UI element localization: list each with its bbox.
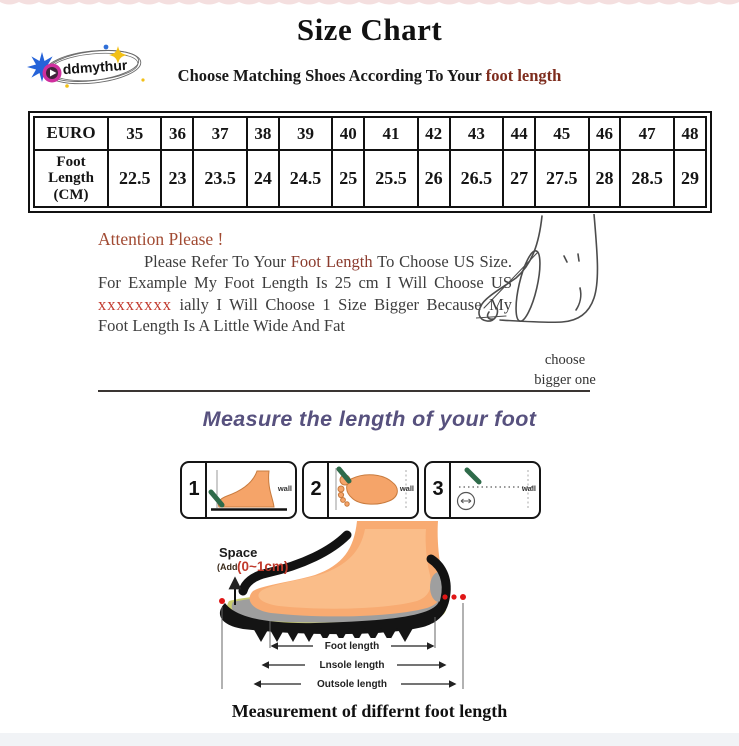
choose-bigger-line1: choose	[544, 352, 586, 368]
foot-measure-sketch	[476, 214, 651, 354]
heel-dot	[460, 594, 466, 600]
step-number: 1	[188, 478, 200, 500]
wall-label: wall	[399, 484, 414, 493]
outsole-length-label: Outsole length	[317, 679, 387, 690]
foot-length-label: Foot length	[324, 641, 380, 652]
attention-heading: Attention Please !	[98, 229, 224, 249]
section-divider	[98, 390, 590, 392]
length-cell: 26.5	[450, 150, 503, 207]
blue-dot	[104, 45, 109, 50]
space-label: Space	[219, 545, 258, 560]
wall-label: wall	[521, 484, 536, 493]
measure-step-1	[180, 461, 297, 519]
length-cell: 25.5	[364, 150, 417, 207]
attention-block	[98, 229, 512, 337]
length-cell: 23.5	[193, 150, 246, 207]
length-cell: 26	[418, 150, 450, 207]
foot-length-header: Foot Length (CM)	[34, 150, 108, 207]
size-cell: 38	[247, 117, 279, 150]
subtitle-text: Choose Matching Shoes According To Your	[177, 66, 486, 85]
brand-logo	[25, 40, 185, 95]
shoe-cross-section-illustration	[195, 521, 545, 699]
length-cell: 23	[161, 150, 193, 207]
heel-dot	[442, 594, 447, 599]
euro-row	[34, 117, 706, 150]
length-cell: 27.5	[535, 150, 588, 207]
euro-header: EURO	[34, 117, 108, 150]
length-cell: 25	[332, 150, 364, 207]
length-cell: 24.5	[279, 150, 332, 207]
choose-bigger-note	[500, 351, 630, 390]
length-cell: 22.5	[108, 150, 161, 207]
size-cell: 35	[108, 117, 161, 150]
size-cell: 48	[674, 117, 706, 150]
size-cell: 42	[418, 117, 450, 150]
size-cell: 47	[620, 117, 673, 150]
size-cell: 46	[589, 117, 621, 150]
size-table-frame	[28, 111, 712, 213]
step-number: 3	[432, 478, 444, 500]
yellow-dot	[65, 84, 69, 88]
foot-length-row	[34, 150, 706, 207]
heel-dot	[451, 594, 456, 599]
size-table	[33, 116, 707, 208]
length-cell: 27	[503, 150, 535, 207]
add-label: (Add	[217, 562, 238, 572]
subtitle-highlight: foot length	[485, 66, 562, 85]
attention-foot-length: Foot Length	[290, 252, 373, 271]
measure-step-2	[302, 461, 419, 519]
length-cell: 29	[674, 150, 706, 207]
size-cell: 37	[193, 117, 246, 150]
pencil-icon	[467, 470, 479, 482]
length-cell: 28	[589, 150, 621, 207]
attention-paragraph	[98, 251, 512, 337]
choose-bigger-line2: bigger one	[534, 371, 596, 388]
yellow-dot	[141, 78, 144, 81]
length-cell: 28.5	[620, 150, 673, 207]
measure-heading: Measure the length of your foot	[202, 407, 537, 431]
bottom-caption: Measurement of differnt foot length	[231, 701, 508, 721]
attention-redacted: xxxxxxxx	[98, 294, 172, 314]
size-cell: 41	[364, 117, 417, 150]
add-value: (0~1cm)	[237, 559, 289, 574]
size-cell: 36	[161, 117, 193, 150]
attention-text: ially I Will Choose 1 Size Bigger Because My Foot Length Is A Little Wide And Fat	[98, 294, 512, 336]
size-cell: 43	[450, 117, 503, 150]
size-cell: 39	[279, 117, 332, 150]
wall-label: wall	[277, 484, 292, 493]
size-cell: 40	[332, 117, 364, 150]
toe-dot	[219, 598, 225, 604]
length-cell: 24	[247, 150, 279, 207]
size-cell: 45	[535, 117, 588, 150]
bottom-gray-strip	[0, 733, 739, 746]
page-title: Size Chart	[296, 12, 443, 47]
insole-length-label: Lnsole length	[319, 660, 385, 671]
attention-text: Please Refer To Your	[144, 252, 291, 271]
step-number: 2	[310, 478, 322, 500]
size-cell: 44	[503, 117, 535, 150]
attention-text: To Choose US Size. For Example My Foot Length Is 25 cm I Will Choose US	[98, 252, 513, 293]
decorative-top-border	[0, 0, 739, 7]
measure-step-3	[424, 461, 541, 519]
logo-text: ddmythur	[62, 56, 128, 78]
